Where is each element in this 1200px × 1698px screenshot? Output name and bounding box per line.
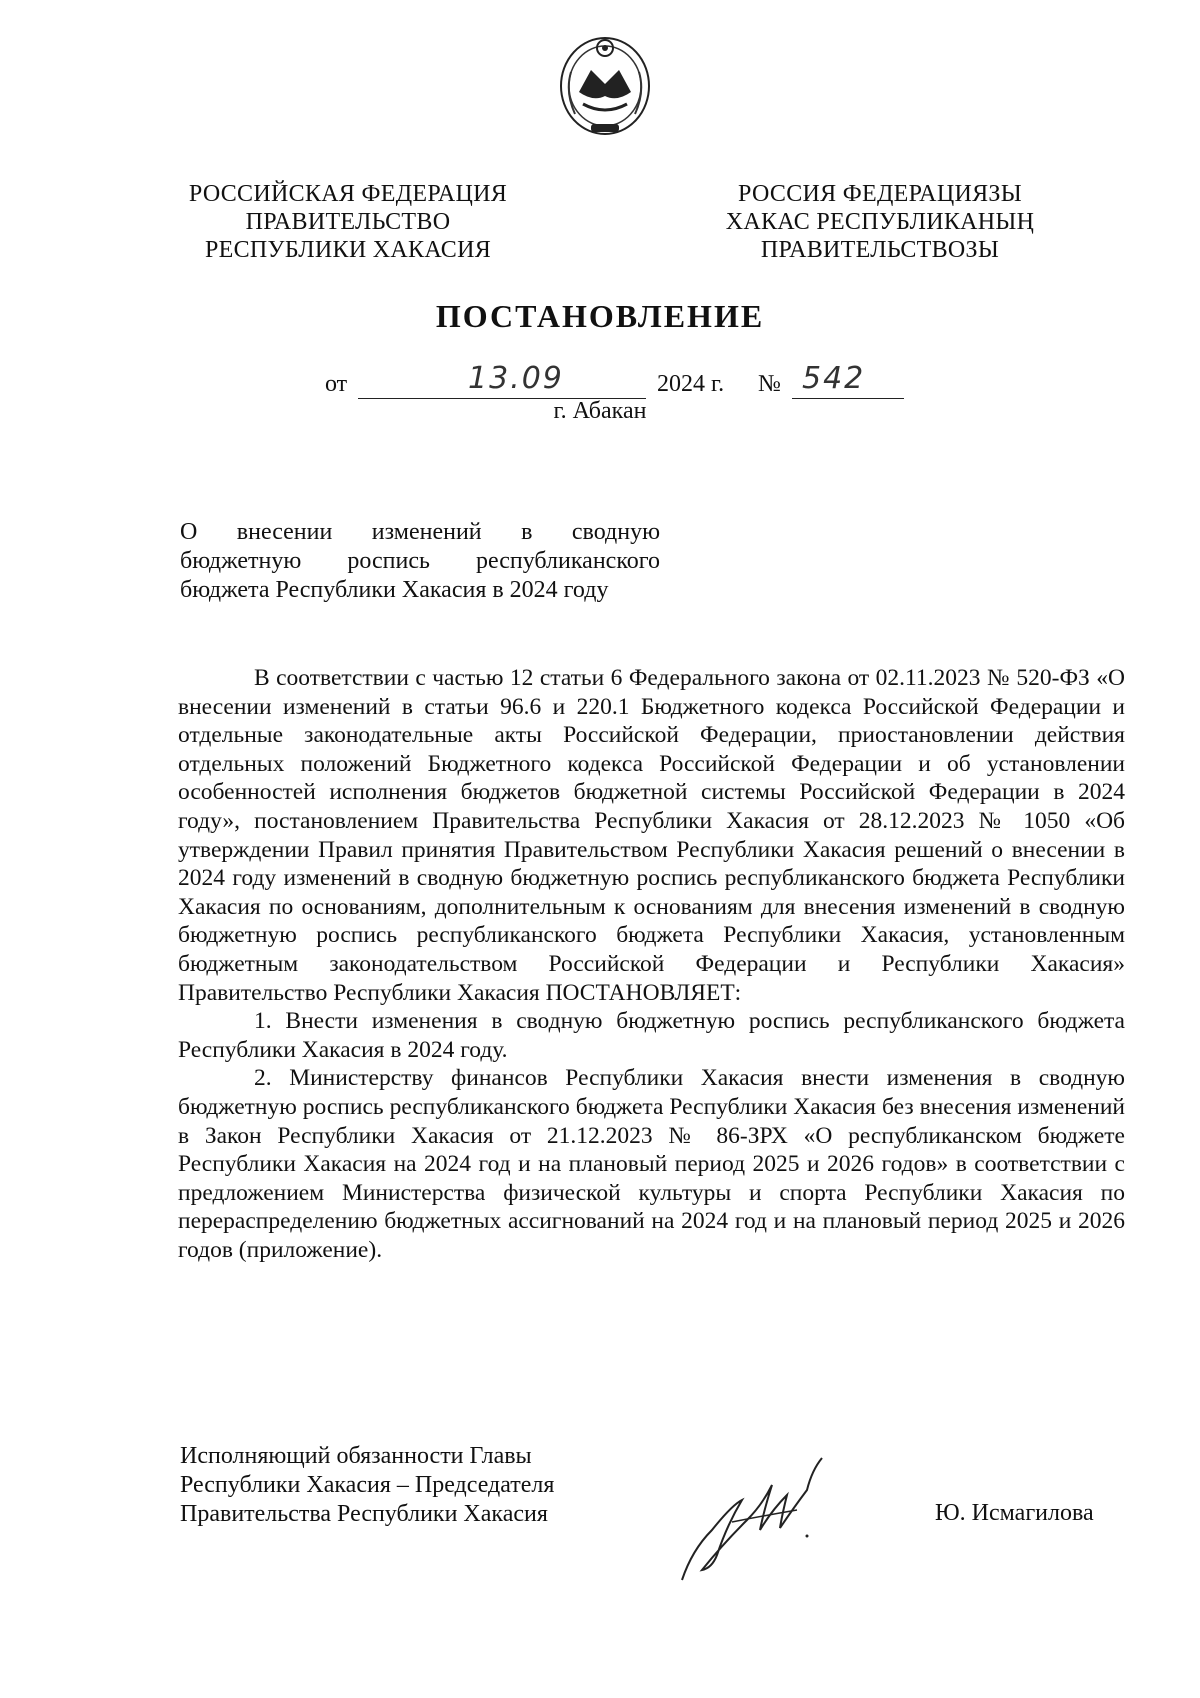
subject-line: бюджетную роспись республиканского bbox=[180, 548, 660, 574]
header-left-line: РОССИЙСКАЯ ФЕДЕРАЦИЯ bbox=[188, 181, 508, 207]
header-right-block bbox=[720, 180, 1040, 264]
signatory-position-line: Исполняющий обязанности Главы bbox=[180, 1443, 532, 1469]
number-handwritten: 542 bbox=[802, 361, 866, 396]
body-paragraph: 1. Внести изменения в сводную бюджетную роспись республиканского бюджета Республики Хакасия в 2024 году. bbox=[178, 1008, 1125, 1063]
header-left-block bbox=[168, 180, 528, 264]
header-right-line: РОССИЯ ФЕДЕРАЦИЯЗЫ bbox=[738, 181, 1022, 207]
from-label: от bbox=[325, 371, 348, 397]
body-paragraph: 2. Министерству финансов Республики Хакасия внести изменения в сводную бюджетную роспись республиканского бюджета Республики Хакасия без внесения изменений в Закон Республики Хакасия от 21.12.2023 № 86-ЗРХ «О республиканском бюджете Республики Хакасия на 2024 год и на плановый период 2025 и 2026 годов» в соответствии с предложением Министерства физической культуры и спорта Республики Хакасия по перераспределению бюджетных ассигнований на 2024 год и на плановый период 2025 и 2026 годов (приложение). bbox=[178, 1065, 1125, 1263]
signatory-position bbox=[180, 1442, 640, 1529]
document-subject bbox=[180, 518, 660, 605]
document-body bbox=[178, 664, 1125, 1264]
signatory-position-line: Правительства Республики Хакасия bbox=[180, 1501, 548, 1527]
handwritten-signature bbox=[672, 1450, 832, 1590]
year-label: 2024 г. bbox=[657, 371, 725, 397]
coat-of-arms-emblem bbox=[557, 32, 653, 140]
date-handwritten: 13.09 bbox=[468, 361, 564, 396]
city-label: г. Абакан bbox=[553, 398, 647, 424]
subject-line: бюджета Республики Хакасия в 2024 году bbox=[180, 577, 609, 603]
subject-line: О внесении изменений в сводную bbox=[180, 519, 660, 545]
header-left-line: ПРАВИТЕЛЬСТВО bbox=[245, 209, 451, 235]
header-left-line: РЕСПУБЛИКИ ХАКАСИЯ bbox=[204, 237, 492, 263]
number-label: № bbox=[758, 371, 781, 397]
header-right-line: ПРАВИТЕЛЬСТВОЗЫ bbox=[760, 237, 1000, 263]
body-paragraph: В соответствии с частью 12 статьи 6 Федерального закона от 02.11.2023 № 520-ФЗ «О внесении изменений в статьи 96.6 и 220.1 Бюджетного кодекса Российской Федерации и отдельные законодательные акты Российской Федерации, приостановлении действия отдельных положений Бюджетного кодекса Российской Федерации и об установлении особенностей исполнения бюджетов бюджетной системы Российской Федерации в 2024 году», постановлением Правительства Республики Хакасия от 28.12.2023 № 1050 «Об утверждении Правил принятия Правительством Республики Хакасия решений о внесении в 2024 году изменений в сводную бюджетную роспись республиканского бюджета Республики Хакасия по основаниям, дополнительным к основаниям для внесения изменений в сводную бюджетную роспись республиканского бюджета Республики Хакасия, установленным бюджетным законодательством Российской Федерации и Республики Хакасия» Правительство Республики Хакасия ПОСТАНОВЛЯЕТ: bbox=[178, 665, 1125, 1006]
signatory-name: Ю. Исмагилова bbox=[935, 1500, 1094, 1526]
document-title: ПОСТАНОВЛЕНИЕ bbox=[435, 298, 765, 334]
header-right-line: ХАКАС РЕСПУБЛИКАНЫҢ bbox=[725, 209, 1035, 235]
signatory-position-line: Республики Хакасия – Председателя bbox=[180, 1472, 555, 1498]
